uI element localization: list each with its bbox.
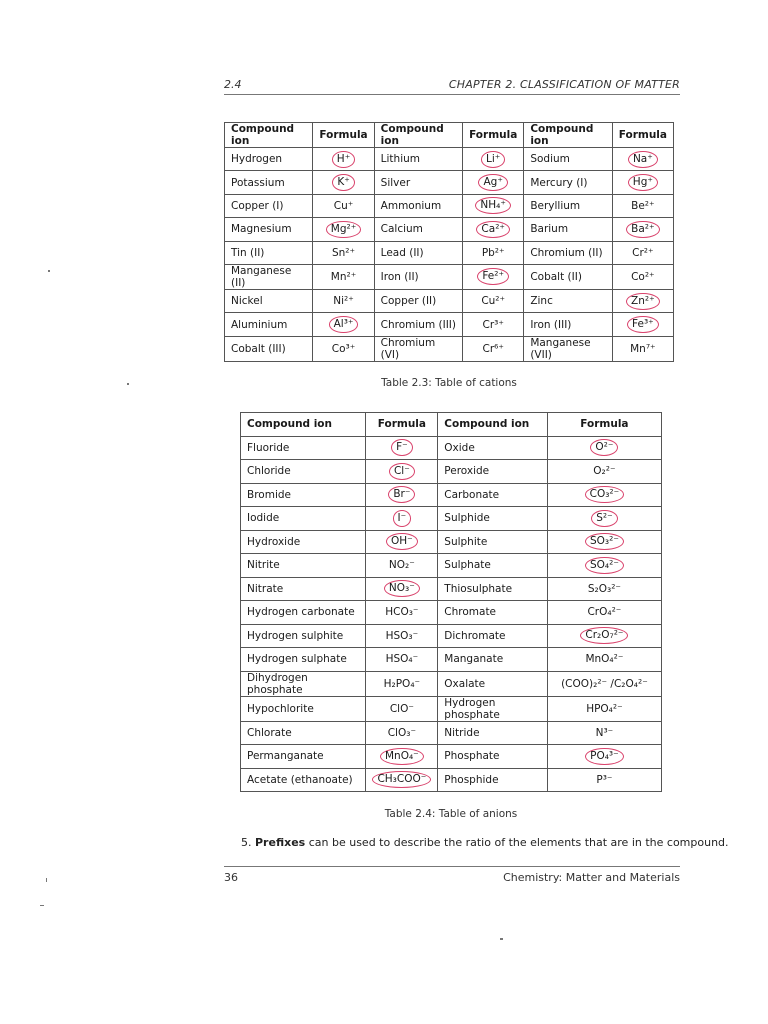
cation-row <box>225 336 674 361</box>
ion-name-cell: Hydroxide <box>241 530 366 554</box>
note-term: Prefixes <box>255 836 306 849</box>
ion-name-cell: Thiosulphate <box>438 577 548 601</box>
ion-name-cell: Iodide <box>241 507 366 531</box>
prefixes-note <box>241 836 729 849</box>
ion-name-cell: Phosphide <box>438 768 548 792</box>
ion-name-cell: Acetate (ethanoate) <box>241 768 366 792</box>
formula: HSO₄⁻ <box>385 653 419 666</box>
ion-formula-cell <box>463 148 524 171</box>
ion-formula-cell <box>547 768 661 792</box>
ion-name-cell: Chromium (III) <box>374 313 462 336</box>
ion-name-cell: Nickel <box>225 289 313 312</box>
ion-name-cell: Manganate <box>438 648 548 672</box>
column-header: Formula <box>463 123 524 148</box>
ion-name-cell: Sulphite <box>438 530 548 554</box>
formula: ClO₃⁻ <box>387 726 416 739</box>
ion-formula-cell <box>366 696 438 721</box>
ion-formula-cell <box>463 241 524 264</box>
ion-name-cell: Manganese (VII) <box>524 336 612 361</box>
formula: Co³⁺ <box>331 342 356 355</box>
cation-row <box>225 289 674 312</box>
ion-formula-cell <box>463 289 524 312</box>
ion-name-cell: Sodium <box>524 148 612 171</box>
ion-formula-cell <box>547 696 661 721</box>
formula: Mn²⁺ <box>330 270 357 283</box>
formula: HPO₄²⁻ <box>586 702 623 715</box>
circled-formula: I⁻ <box>393 510 412 527</box>
circled-formula: CO₃²⁻ <box>585 486 625 503</box>
ion-name-cell: Lithium <box>374 148 462 171</box>
ion-formula-cell <box>463 171 524 194</box>
ion-formula-cell <box>313 313 374 336</box>
book-title: Chemistry: Matter and Materials <box>503 871 680 884</box>
ion-formula-cell <box>612 264 673 289</box>
column-header: Formula <box>313 123 374 148</box>
circled-formula: SO₄²⁻ <box>585 557 624 574</box>
ion-formula-cell <box>366 745 438 769</box>
anion-row <box>241 768 662 792</box>
section-number: 2.4 <box>224 78 242 91</box>
ion-formula-cell <box>366 721 438 745</box>
ion-name-cell: Cobalt (II) <box>524 264 612 289</box>
column-header: Formula <box>547 413 661 437</box>
ion-formula-cell <box>547 745 661 769</box>
ion-formula-cell <box>366 483 438 507</box>
cation-row <box>225 218 674 241</box>
formula: HCO₃⁻ <box>385 606 419 619</box>
anion-row <box>241 483 662 507</box>
cations-header-row <box>225 123 674 148</box>
circled-formula: Ag⁺ <box>478 174 507 191</box>
ion-formula-cell <box>612 194 673 217</box>
circled-formula: S²⁻ <box>591 510 617 527</box>
ion-formula-cell <box>612 289 673 312</box>
formula: Pb²⁺ <box>481 246 505 259</box>
scan-speck <box>48 270 50 272</box>
page-footer <box>224 866 680 884</box>
anions-header-row <box>241 413 662 437</box>
anion-row <box>241 460 662 484</box>
ion-formula-cell <box>547 648 661 672</box>
ion-name-cell: Carbonate <box>438 483 548 507</box>
ion-name-cell: Copper (I) <box>225 194 313 217</box>
ion-name-cell: Iron (II) <box>374 264 462 289</box>
scan-speck <box>127 383 129 385</box>
circled-formula: H⁺ <box>332 151 355 168</box>
page-number: 36 <box>224 871 238 884</box>
ion-name-cell: Chromate <box>438 601 548 625</box>
anion-row <box>241 554 662 578</box>
anion-row <box>241 696 662 721</box>
ion-name-cell: Zinc <box>524 289 612 312</box>
ion-name-cell: Silver <box>374 171 462 194</box>
circled-formula: NH₄⁺ <box>475 197 511 214</box>
anion-row <box>241 507 662 531</box>
ion-formula-cell <box>612 148 673 171</box>
ion-formula-cell <box>366 530 438 554</box>
note-number: 5. <box>241 836 252 849</box>
ion-name-cell: Beryllium <box>524 194 612 217</box>
circled-formula: Cl⁻ <box>389 463 415 480</box>
ion-formula-cell <box>366 507 438 531</box>
ion-formula-cell <box>366 577 438 601</box>
cations-table <box>224 122 674 362</box>
ion-name-cell: Hydrogen carbonate <box>241 601 366 625</box>
formula: CrO₄²⁻ <box>587 606 622 619</box>
anions-table <box>240 412 662 792</box>
circled-formula: SO₃²⁻ <box>585 533 624 550</box>
ion-formula-cell <box>547 624 661 648</box>
ion-name-cell: Hydrogen sulphate <box>241 648 366 672</box>
ion-formula-cell <box>366 768 438 792</box>
circled-formula: MnO₄⁻ <box>380 748 424 765</box>
formula: P³⁻ <box>596 773 613 786</box>
ion-formula-cell <box>366 554 438 578</box>
ion-name-cell: Hydrogen <box>225 148 313 171</box>
formula: Mn⁷⁺ <box>630 342 656 355</box>
formula: Cr⁶⁺ <box>482 342 504 355</box>
column-header: Compound ion <box>374 123 462 148</box>
ion-name-cell: Fluoride <box>241 436 366 460</box>
anion-row <box>241 530 662 554</box>
ion-name-cell: Phosphate <box>438 745 548 769</box>
anion-row <box>241 436 662 460</box>
formula: HSO₃⁻ <box>385 629 419 642</box>
circled-formula: Br⁻ <box>388 486 415 503</box>
ion-name-cell: Magnesium <box>225 218 313 241</box>
anion-row <box>241 745 662 769</box>
ion-formula-cell <box>463 264 524 289</box>
ion-formula-cell <box>612 241 673 264</box>
formula: Co²⁺ <box>631 270 655 283</box>
ion-name-cell: Potassium <box>225 171 313 194</box>
formula: Cu⁺ <box>333 199 354 212</box>
ion-name-cell: Nitrite <box>241 554 366 578</box>
ion-name-cell: Oxalate <box>438 671 548 696</box>
ion-formula-cell <box>612 171 673 194</box>
circled-formula: K⁺ <box>332 174 354 191</box>
scan-speck <box>40 905 44 906</box>
cation-row <box>225 148 674 171</box>
ion-name-cell: Barium <box>524 218 612 241</box>
ion-name-cell: Aluminium <box>225 313 313 336</box>
ion-name-cell: Oxide <box>438 436 548 460</box>
ion-formula-cell <box>612 336 673 361</box>
column-header: Compound ion <box>438 413 548 437</box>
ion-formula-cell <box>463 336 524 361</box>
ion-formula-cell <box>463 218 524 241</box>
circled-formula: Mg²⁺ <box>326 221 361 238</box>
ion-name-cell: Chlorate <box>241 721 366 745</box>
circled-formula: F⁻ <box>391 439 413 456</box>
ion-formula-cell <box>313 241 374 264</box>
ion-name-cell: Tin (II) <box>225 241 313 264</box>
ion-formula-cell <box>366 624 438 648</box>
formula: MnO₄²⁻ <box>585 653 624 666</box>
ion-name-cell: Nitride <box>438 721 548 745</box>
circled-formula: O²⁻ <box>590 439 618 456</box>
cation-row <box>225 264 674 289</box>
circled-formula: Al³⁺ <box>329 316 359 333</box>
cation-row <box>225 313 674 336</box>
ion-name-cell: Chromium (II) <box>524 241 612 264</box>
anion-row <box>241 721 662 745</box>
note-text: can be used to describe the ratio of the elements that are in the compound. <box>305 836 729 849</box>
ion-name-cell: Dihydrogen phosphate <box>241 671 366 696</box>
ion-name-cell: Cobalt (III) <box>225 336 313 361</box>
ion-formula-cell <box>313 194 374 217</box>
circled-formula: PO₄³⁻ <box>585 748 624 765</box>
ion-name-cell: Sulphate <box>438 554 548 578</box>
ion-name-cell: Chromium (VI) <box>374 336 462 361</box>
ion-formula-cell <box>547 483 661 507</box>
ion-name-cell: Mercury (I) <box>524 171 612 194</box>
ion-name-cell: Calcium <box>374 218 462 241</box>
formula: Ni²⁺ <box>333 295 354 308</box>
ion-name-cell: Dichromate <box>438 624 548 648</box>
cation-row <box>225 194 674 217</box>
ion-name-cell: Sulphide <box>438 507 548 531</box>
ion-formula-cell <box>313 171 374 194</box>
circled-formula: Fe³⁺ <box>627 316 659 333</box>
anions-table-caption: Table 2.4: Table of anions <box>384 808 518 820</box>
circled-formula: Li⁺ <box>481 151 505 168</box>
ion-formula-cell <box>547 436 661 460</box>
cations-table-body <box>225 148 674 362</box>
chapter-title: CHAPTER 2. CLASSIFICATION OF MATTER <box>448 78 680 91</box>
ion-formula-cell <box>313 264 374 289</box>
anion-row <box>241 601 662 625</box>
ion-formula-cell <box>313 336 374 361</box>
column-header: Compound ion <box>225 123 313 148</box>
scan-speck <box>500 938 503 940</box>
ion-name-cell: Peroxide <box>438 460 548 484</box>
ion-formula-cell <box>463 313 524 336</box>
anion-row <box>241 577 662 601</box>
ion-formula-cell <box>612 218 673 241</box>
ion-formula-cell <box>547 671 661 696</box>
ion-formula-cell <box>547 507 661 531</box>
anion-row <box>241 671 662 696</box>
ion-formula-cell <box>366 601 438 625</box>
column-header: Compound ion <box>241 413 366 437</box>
circled-formula: NO₃⁻ <box>384 580 420 597</box>
circled-formula: Hg⁺ <box>628 174 658 191</box>
column-header: Formula <box>366 413 438 437</box>
ion-formula-cell <box>366 436 438 460</box>
anions-table-body <box>241 436 662 792</box>
ion-formula-cell <box>547 530 661 554</box>
formula: ClO⁻ <box>389 702 414 715</box>
circled-formula: Ca²⁺ <box>476 221 510 238</box>
cation-row <box>225 171 674 194</box>
circled-formula: CH₃COO⁻ <box>372 771 431 788</box>
formula: Be²⁺ <box>631 199 655 212</box>
ion-name-cell: Lead (II) <box>374 241 462 264</box>
ion-name-cell: Manganese (II) <box>225 264 313 289</box>
circled-formula: Fe²⁺ <box>477 268 509 285</box>
ion-name-cell: Permanganate <box>241 745 366 769</box>
ion-formula-cell <box>547 577 661 601</box>
ion-name-cell: Iron (III) <box>524 313 612 336</box>
column-header: Formula <box>612 123 673 148</box>
formula: Sn²⁺ <box>331 246 356 259</box>
ion-formula-cell <box>366 671 438 696</box>
ion-name-cell: Nitrate <box>241 577 366 601</box>
ion-formula-cell <box>366 648 438 672</box>
cations-table-caption: Table 2.3: Table of cations <box>381 377 517 389</box>
ion-formula-cell <box>313 218 374 241</box>
circled-formula: Ba²⁺ <box>626 221 659 238</box>
ion-name-cell: Copper (II) <box>374 289 462 312</box>
ion-name-cell: Hypochlorite <box>241 696 366 721</box>
ion-formula-cell <box>313 289 374 312</box>
circled-formula: Cr₂O₇²⁻ <box>580 627 628 644</box>
circled-formula: Zn²⁺ <box>626 293 660 310</box>
scan-speck <box>46 878 47 882</box>
ion-formula-cell <box>366 460 438 484</box>
ion-name-cell: Bromide <box>241 483 366 507</box>
ion-formula-cell <box>547 460 661 484</box>
cation-row <box>225 241 674 264</box>
formula: S₂O₃²⁻ <box>587 582 621 595</box>
ion-name-cell: Chloride <box>241 460 366 484</box>
formula: (COO)₂²⁻ /C₂O₄²⁻ <box>561 677 648 690</box>
ion-formula-cell <box>612 313 673 336</box>
formula: H₂PO₄⁻ <box>383 677 421 690</box>
ion-formula-cell <box>313 148 374 171</box>
ion-formula-cell <box>547 554 661 578</box>
formula: N³⁻ <box>595 726 614 739</box>
formula: Cr²⁺ <box>632 246 654 259</box>
anion-row <box>241 648 662 672</box>
circled-formula: Na⁺ <box>628 151 658 168</box>
running-header <box>224 78 680 95</box>
formula: Cu²⁺ <box>481 295 506 308</box>
ion-name-cell: Ammonium <box>374 194 462 217</box>
column-header: Compound ion <box>524 123 612 148</box>
formula: NO₂⁻ <box>388 559 415 572</box>
ion-formula-cell <box>463 194 524 217</box>
ion-formula-cell <box>547 601 661 625</box>
formula: O₂²⁻ <box>593 465 616 478</box>
ion-name-cell: Hydrogen sulphite <box>241 624 366 648</box>
anion-row <box>241 624 662 648</box>
ion-formula-cell <box>547 721 661 745</box>
formula: Cr³⁺ <box>482 318 504 331</box>
ion-name-cell: Hydrogen phosphate <box>438 696 548 721</box>
circled-formula: OH⁻ <box>386 533 418 550</box>
